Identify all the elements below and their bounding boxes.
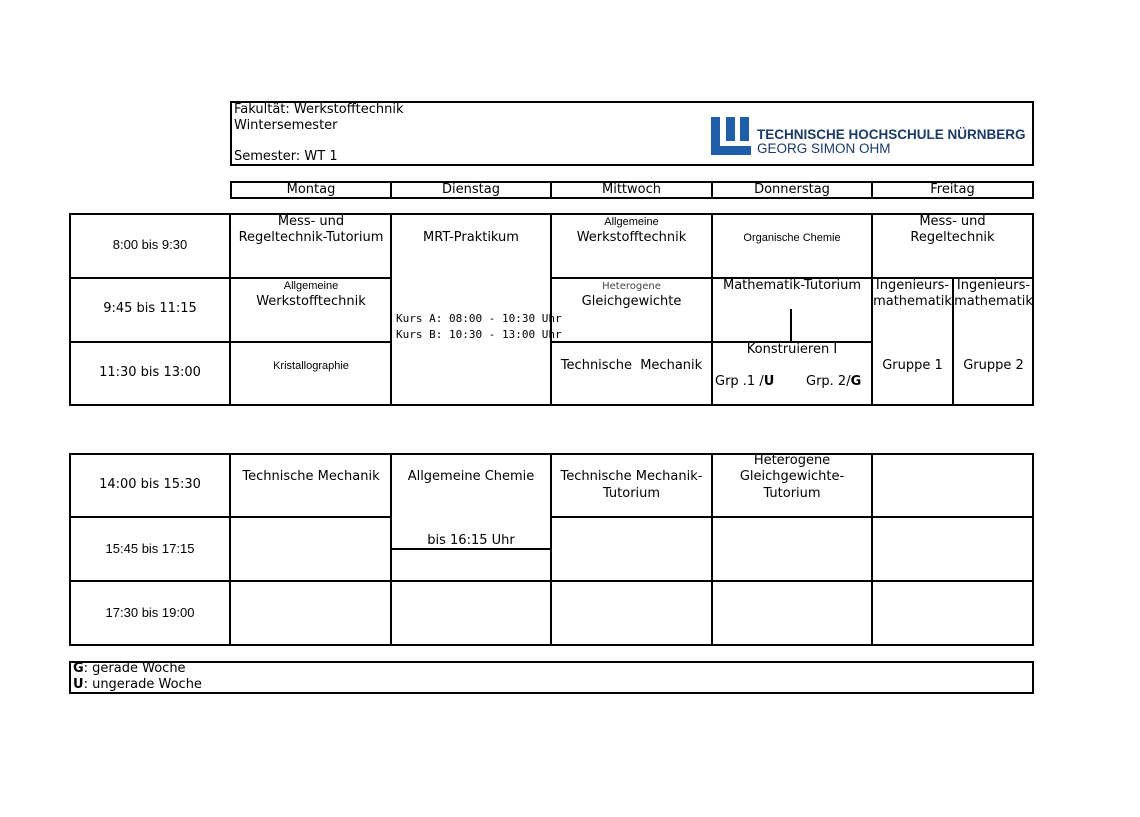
fri-math-b-line2: mathematik <box>954 294 1033 309</box>
time-slot-1: 8:00 bis 9:30 <box>112 237 188 252</box>
wed-slot1-line1: Allgemeine <box>604 216 659 228</box>
afternoon-mon: Technische Mechanik <box>242 469 380 484</box>
legend-even-text: : gerade Woche <box>83 661 186 676</box>
wed-slot2-line1: Heterogene <box>602 281 661 292</box>
tue-kurs-a: Kurs A: 08:00 - 10:30 Uhr <box>396 312 562 325</box>
thu-group-1-label: Grp .1 / <box>715 374 764 389</box>
legend-odd-key: U <box>73 677 84 692</box>
fri-group-1: Gruppe 1 <box>882 358 943 373</box>
time-slot-4: 14:00 bis 15:30 <box>99 477 201 492</box>
thu-group-1-week: U <box>763 374 775 389</box>
mon-slot1-line2: Regeltechnik-Tutorium <box>238 230 384 245</box>
afternoon-thu-line1: Heterogene <box>753 453 831 468</box>
fri-slot1-line2: Regeltechnik <box>910 230 995 245</box>
fri-math-a-line1: Ingenieurs- <box>875 278 950 293</box>
logo-line-2: GEORG SIMON OHM <box>757 141 891 156</box>
legend-even-week <box>73 661 186 677</box>
wed-slot1-line2: Werkstofftechnik <box>576 230 687 245</box>
time-slot-2: 9:45 bis 11:15 <box>103 301 197 316</box>
wed-slot3: Technische Mechanik <box>560 358 703 373</box>
thu-group-1 <box>715 374 774 390</box>
wed-slot2-line2: Gleichgewichte <box>581 294 682 309</box>
legend-odd-text: : ungerade Woche <box>83 677 202 692</box>
faculty-label: Fakultät: Werkstofftechnik <box>234 102 404 117</box>
logo-line-1: TECHNISCHE HOCHSCHULE NÜRNBERG <box>757 127 1026 142</box>
afternoon-wed-line1: Technische Mechanik- <box>560 469 703 484</box>
tue-kurs-b: Kurs B: 10:30 - 13:00 Uhr <box>396 328 562 341</box>
thu-group-2 <box>806 374 861 390</box>
mon-slot3: Kristallographie <box>273 360 349 372</box>
time-slot-5: 15:45 bis 17:15 <box>105 541 195 556</box>
fri-group-2: Gruppe 2 <box>963 358 1024 373</box>
semester-label: Semester: WT 1 <box>234 149 338 164</box>
legend-box <box>69 661 1034 694</box>
tue-course: MRT-Praktikum <box>423 230 519 245</box>
legend-even-key: G <box>73 661 84 676</box>
fri-slot1-line1: Mess- und <box>919 214 986 229</box>
fri-math-a-line2: mathematik <box>873 294 952 309</box>
afternoon-thu-line2: Gleichgewichte- <box>739 469 845 484</box>
fri-math-b-line1: Ingenieurs- <box>956 278 1031 293</box>
thu-slot2: Mathematik-Tutorium <box>723 278 861 293</box>
thu-group-2-week: G <box>850 374 862 389</box>
day-friday: Freitag <box>930 182 975 197</box>
afternoon-wed-line2: Tutorium <box>602 486 661 501</box>
thu-slot1: Organische Chemie <box>743 232 841 244</box>
day-wednesday: Mittwoch <box>602 182 661 197</box>
afternoon-tue-until: bis 16:15 Uhr <box>427 533 515 548</box>
mon-slot2-line1: Allgemeine <box>283 280 339 292</box>
mon-slot1-line1: Mess- und <box>277 214 345 229</box>
thu-group-2-label: Grp. 2/ <box>806 374 851 389</box>
time-slot-6: 17:30 bis 19:00 <box>105 605 195 620</box>
term-label: Wintersemester <box>234 118 338 133</box>
thu-slot3: Konstruieren I <box>746 342 838 357</box>
logo-mark-icon <box>711 117 751 155</box>
day-tuesday: Dienstag <box>442 182 500 197</box>
day-monday: Montag <box>286 182 336 197</box>
day-thursday: Donnerstag <box>754 182 830 197</box>
afternoon-thu-line3: Tutorium <box>763 486 821 501</box>
legend-odd-week <box>73 677 202 693</box>
time-slot-3: 11:30 bis 13:00 <box>99 365 201 380</box>
afternoon-tue: Allgemeine Chemie <box>407 469 535 484</box>
mon-slot2-line2: Werkstofftechnik <box>256 294 366 309</box>
